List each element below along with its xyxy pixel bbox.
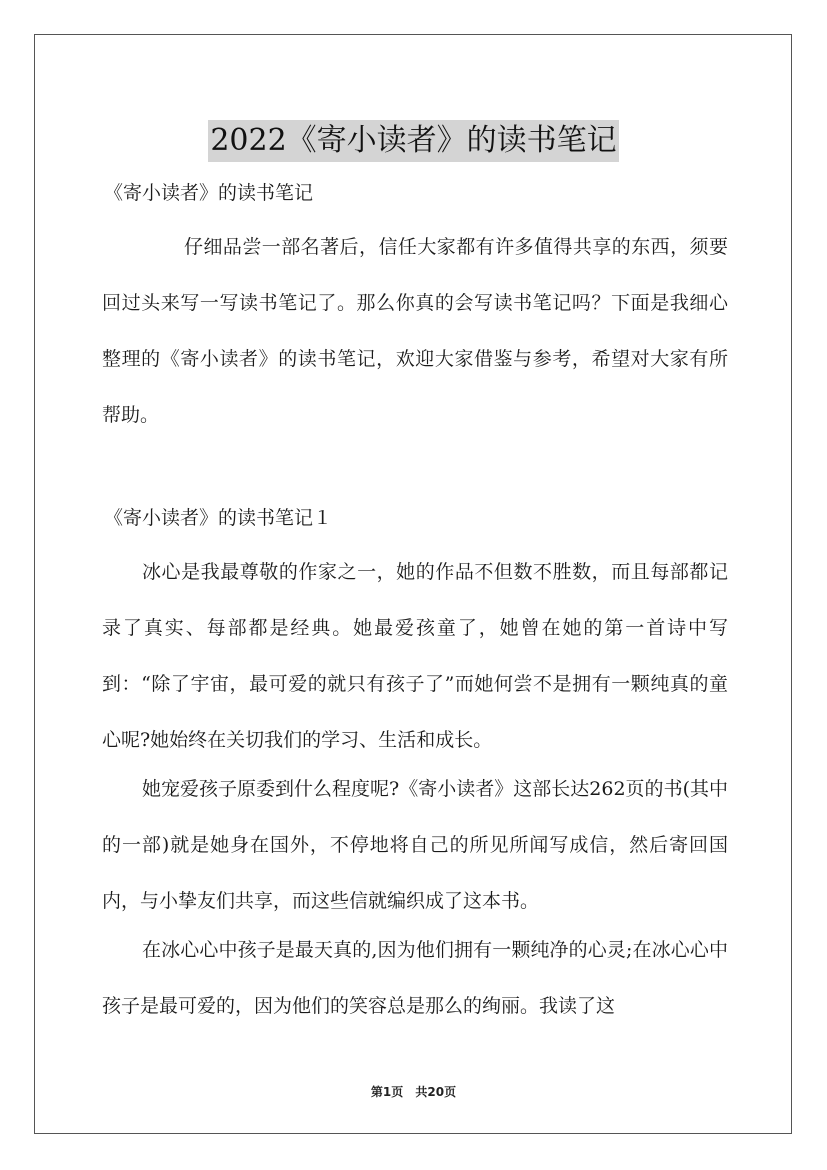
section-heading: 《寄小读者》的读书笔记１ bbox=[104, 507, 333, 529]
document-title: 2022《寄小读者》的读书笔记 bbox=[208, 120, 618, 162]
body-paragraph: 在冰心心中孩子是最天真的,因为他们拥有一颗纯净的心灵;在冰心心中孩子是最可爱的，因为他们的笑容总是那么的绚丽。我读了这 bbox=[102, 939, 728, 1017]
body-paragraph: 她宠爱孩子原委到什么程度呢?《寄小读者》这部长达262页的书(其中的一部)就是她身在国外，不停地将自己的所见所闻写成信，然后寄回国内，与小挚友们共享，而这些信就编织成了这本书。 bbox=[102, 778, 728, 912]
page-footer bbox=[0, 1083, 827, 1100]
page-number: 第1页 bbox=[370, 1085, 404, 1099]
total-pages: 共20页 bbox=[415, 1085, 457, 1099]
body-paragraph: 冰心是我最尊敬的作家之一，她的作品不但数不胜数，而且每部都记录了真实、每部都是经典。她最爱孩童了，她曾在她的第一首诗中写到：“除了宇宙，最可爱的就只有孩子了”而她何尝不是拥有一颗纯真的童心呢?她始终在关切我们的学习、生活和成长。 bbox=[102, 561, 728, 751]
intro-heading: 《寄小读者》的读书笔记 bbox=[104, 182, 314, 204]
title-container bbox=[0, 100, 827, 182]
intro-paragraph: 仔细品尝一部名著后，信任大家都有许多值得共享的东西，须要回过头来写一写读书笔记了。那么你真的会写读书笔记吗？下面是我细心整理的《寄小读者》的读书笔记，欢迎大家借鉴与参考，希望对大家有所帮助。 bbox=[102, 236, 728, 426]
